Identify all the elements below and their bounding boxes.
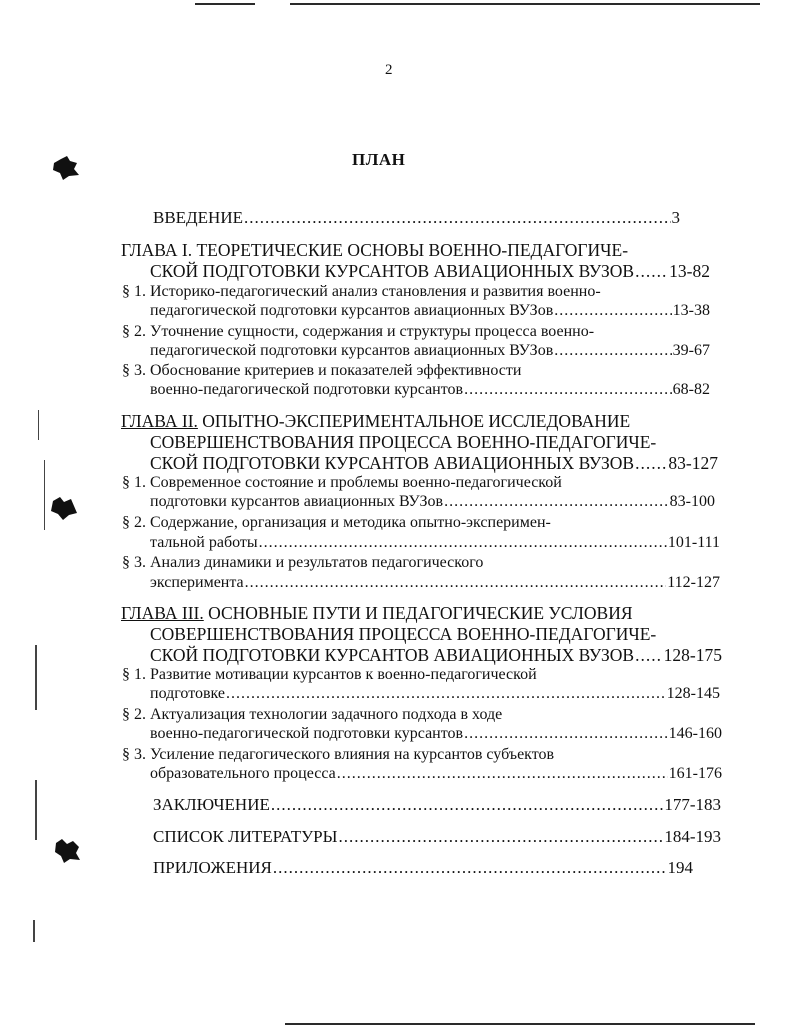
- section-1-2-line-2: педагогической подготовки курсантов авиационных ВУЗов ..... 39-67: [150, 341, 710, 361]
- chapter-2-line-3: [150, 453, 718, 473]
- section-3-3-line-1: § 3. Усиление педагогического влияния на курсантов субъектов: [122, 746, 555, 763]
- toc-label: ПРИЛОЖЕНИЯ: [153, 858, 272, 877]
- toc-entry-conclusion: [153, 795, 721, 815]
- section-2-2-line-2: тальной работы ..... 101-111: [150, 533, 720, 553]
- ink-blot-icon: [54, 838, 82, 864]
- page-number: 2: [385, 62, 393, 78]
- toc-pages: 13-38: [672, 302, 710, 319]
- toc-pages: 13-82: [669, 261, 710, 281]
- toc-label: ВВЕДЕНИЕ: [153, 208, 243, 227]
- toc-pages: 161-176: [668, 765, 722, 782]
- chapter-2-line-1: [121, 411, 630, 431]
- section-1-3-line-2: военно-педагогической подготовки курсантов ..... 68-82: [150, 380, 710, 400]
- dot-leader: [635, 453, 667, 473]
- scan-top-line: [290, 3, 760, 5]
- chapter-title: ОПЫТНО-ЭКСПЕРИМЕНТАЛЬНОЕ ИССЛЕДОВАНИЕ: [202, 411, 631, 431]
- dot-leader: [226, 684, 666, 704]
- scan-edge-mark: [44, 460, 45, 530]
- toc-pages: 39-67: [672, 342, 710, 359]
- dot-leader: [245, 573, 667, 593]
- toc-pages: 83-127: [668, 453, 718, 473]
- dot-leader: [259, 533, 667, 553]
- dot-leader: [244, 208, 671, 228]
- toc-pages: 146-160: [668, 725, 722, 742]
- chapter-prefix: ГЛАВА II.: [121, 411, 198, 431]
- scan-edge-mark: [35, 780, 37, 840]
- section-1-1-line-1: § 1. Историко-педагогический анализ становления и развития военно-: [122, 283, 601, 300]
- scan-bottom-line: [285, 1023, 755, 1025]
- chapter-title: СКОЙ ПОДГОТОВКИ КУРСАНТОВ АВИАЦИОННЫХ ВУЗОВ: [150, 453, 635, 473]
- toc-pages: 112-127: [667, 574, 720, 591]
- chapter-1-line-1: [121, 240, 628, 260]
- section-3-1-line-2: подготовке ..... 128-145: [150, 684, 720, 704]
- toc-pages: 68-82: [672, 381, 710, 398]
- chapter-title: ОСНОВНЫЕ ПУТИ И ПЕДАГОГИЧЕСКИЕ УСЛОВИЯ: [208, 603, 633, 623]
- section-1-2-line-1: § 2. Уточнение сущности, содержания и структуры процесса военно-: [122, 323, 595, 340]
- page-title: ПЛАН: [352, 150, 406, 169]
- section-3-2-line-2: военно-педагогической подготовки курсантов ..... 146-160: [150, 724, 722, 744]
- chapter-title: СКОЙ ПОДГОТОВКИ КУРСАНТОВ АВИАЦИОННЫХ ВУЗОВ: [150, 261, 635, 281]
- toc-entry-intro: [153, 208, 680, 228]
- dot-leader: [635, 645, 663, 665]
- toc-label: ЗАКЛЮЧЕНИЕ: [153, 795, 270, 814]
- toc-pages: 177-183: [664, 795, 721, 814]
- chapter-title: СКОЙ ПОДГОТОВКИ КУРСАНТОВ АВИАЦИОННЫХ ВУЗОВ: [150, 645, 635, 665]
- ink-blot-icon: [50, 495, 78, 521]
- section-2-3-line-2: эксперимента ..... 112-127: [150, 573, 720, 593]
- chapter-3-line-2: СОВЕРШЕНСТВОВАНИЯ ПРОЦЕССА ВОЕННО-ПЕДАГОГИЧЕ-: [150, 624, 657, 644]
- ink-blot-icon: [52, 155, 80, 181]
- dot-leader: [273, 858, 667, 878]
- toc-pages: 184-193: [664, 827, 721, 846]
- toc-pages: 194: [667, 858, 693, 877]
- dot-leader: [554, 301, 671, 321]
- dot-leader: [337, 764, 668, 784]
- section-3-1-line-1: § 1. Развитие мотивации курсантов к военно-педагогической: [122, 666, 537, 683]
- dot-leader: [444, 492, 669, 512]
- dot-leader: [464, 724, 668, 744]
- toc-pages: 83-100: [669, 493, 715, 510]
- dot-leader: [271, 795, 663, 815]
- chapter-3-line-1: [121, 603, 633, 623]
- toc-pages: 101-111: [667, 534, 720, 551]
- section-2-1-line-1: § 1. Современное состояние и проблемы военно-педагогической: [122, 474, 562, 491]
- toc-entry-appendix: [153, 858, 693, 878]
- section-3-2-line-1: § 2. Актуализация технологии задачного подхода в ходе: [122, 706, 503, 723]
- dot-leader: [635, 261, 668, 281]
- toc-pages: 3: [671, 208, 680, 227]
- section-2-2-line-1: § 2. Содержание, организация и методика опытно-эксперимен-: [122, 514, 551, 531]
- toc-pages: 128-145: [666, 685, 720, 702]
- section-1-3-line-1: § 3. Обоснование критериев и показателей эффективности: [122, 362, 522, 379]
- chapter-prefix: ГЛАВА III.: [121, 603, 204, 623]
- toc-entry-references: [153, 827, 721, 847]
- chapter-prefix: ГЛАВА I.: [121, 240, 193, 260]
- chapter-3-line-3: [150, 645, 722, 665]
- toc-pages: 128-175: [663, 645, 722, 665]
- section-2-1-line-2: подготовки курсантов авиационных ВУЗов ..... 83-100: [150, 492, 715, 512]
- scan-edge-mark: [38, 410, 39, 440]
- chapter-title: ТЕОРЕТИЧЕСКИЕ ОСНОВЫ ВОЕННО-ПЕДАГОГИЧЕ-: [196, 240, 629, 260]
- section-1-1-line-2: педагогической подготовки курсантов авиационных ВУЗов ..... 13-38: [150, 301, 710, 321]
- dot-leader: [554, 341, 671, 361]
- dot-leader: [464, 380, 672, 400]
- section-2-3-line-1: § 3. Анализ динамики и результатов педагогического: [122, 554, 484, 571]
- scan-top-line: [195, 3, 255, 5]
- scan-edge-mark: [33, 920, 35, 942]
- chapter-2-line-2: СОВЕРШЕНСТВОВАНИЯ ПРОЦЕССА ВОЕННО-ПЕДАГОГИЧЕ-: [150, 432, 657, 452]
- section-3-3-line-2: образовательного процесса ..... 161-176: [150, 764, 722, 784]
- scan-edge-mark: [35, 645, 37, 710]
- dot-leader: [338, 827, 663, 847]
- toc-label: СПИСОК ЛИТЕРАТУРЫ: [153, 827, 338, 846]
- chapter-1-line-2: [150, 261, 710, 281]
